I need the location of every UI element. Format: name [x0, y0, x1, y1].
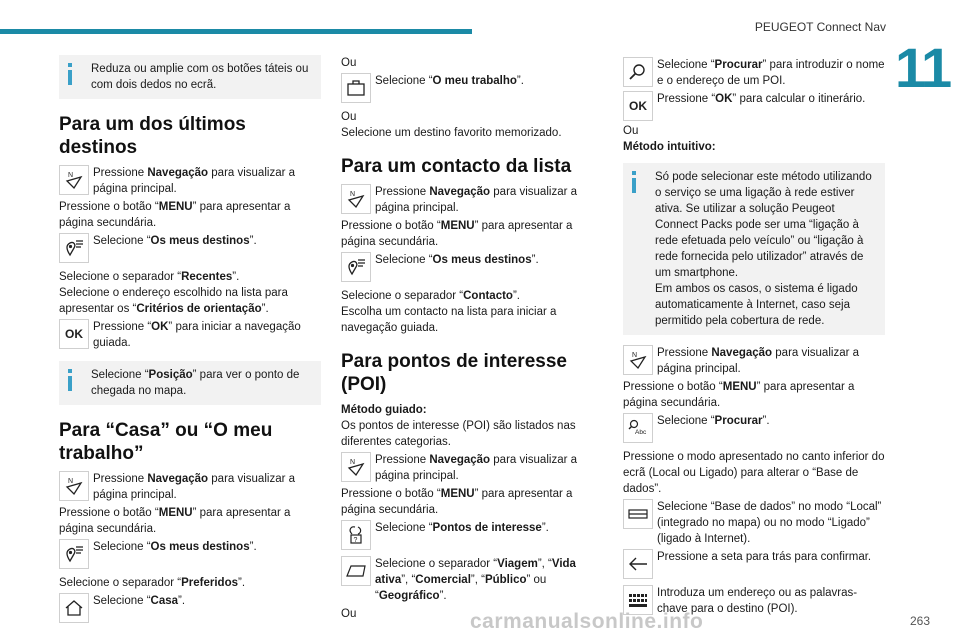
step-navigation: N Pressione Navegação para visualizar a página principal.: [623, 345, 885, 377]
svg-text:N: N: [350, 459, 356, 466]
paragraph: Pressione o botão “MENU” para apresentar a página secundária.: [623, 381, 855, 409]
or-label: Ou: [341, 57, 357, 69]
svg-text:N: N: [350, 191, 356, 198]
paragraph: Pressione o botão “MENU” para apresentar a página secundária.: [341, 220, 573, 248]
destination-pin-icon: [59, 539, 89, 569]
svg-text:Abc: Abc: [635, 429, 647, 436]
step-ok: OK Pressione “OK” para calcular o itinerário.: [623, 91, 885, 121]
step-ok: OK Pressione “OK” para iniciar a navegação guiada.: [59, 319, 321, 351]
step-navigation: N Pressione Navegação para visualizar a página principal.: [59, 165, 321, 197]
destination-pin-icon: [341, 252, 371, 282]
or-label: Ou: [623, 125, 639, 137]
heading-home-work: Para “Casa” ou “O meu trabalho”: [59, 420, 273, 464]
info-icon: [68, 369, 72, 391]
step-my-work: Selecione “O meu trabalho”.: [341, 73, 603, 103]
paragraph: Pressione o modo apresentado no canto inferior do ecrã (Local ou Ligado) para alterar o “Base de dados”.: [623, 451, 885, 495]
watermark: carmanualsonline.info: [470, 610, 704, 633]
navigation-icon: [59, 165, 89, 195]
ok-icon: OK: [623, 91, 653, 121]
step-tabs: Selecione o separador “Viagem”, “Vida ativa”, “Comercial”, “Público” ou “Geográfico”.: [341, 556, 603, 604]
tip-box: [59, 55, 321, 99]
step-search: Abc Selecione “Procurar”.: [623, 413, 885, 443]
step-database: Selecione “Base de dados” no modo “Local” (integrado no mapa) ou no modo “Ligado” (ligado à Internet).: [623, 499, 885, 547]
info-icon: [632, 171, 636, 193]
header-title: PEUGEOT Connect Nav: [754, 20, 886, 34]
tip-text: Reduza ou amplie com os botões táteis ou com dois dedos no ecrã.: [91, 63, 309, 91]
ok-icon: OK: [59, 319, 89, 349]
search-text-icon: [623, 413, 653, 443]
back-arrow-icon: [623, 549, 653, 579]
heading-contact: Para um contacto da lista: [341, 156, 572, 177]
destination-pin-icon: [59, 233, 89, 263]
step-my-destinations: Selecione “Os meus destinos”.: [341, 252, 603, 282]
navigation-icon: [59, 471, 89, 501]
step-my-destinations: Selecione “Os meus destinos”.: [59, 539, 321, 569]
paragraph: Selecione um destino favorito memorizado.: [341, 127, 562, 139]
paragraph: Os pontos de interesse (POI) são listados nas diferentes categorias.: [341, 420, 576, 448]
step-navigation: N Pressione Navegação para visualizar a página principal.: [341, 184, 603, 216]
tip-text: Selecione “Posição” para ver o ponto de chegada no mapa.: [91, 369, 300, 397]
or-label: Ou: [341, 608, 357, 620]
method-label: Método guiado:: [341, 404, 427, 416]
home-icon: [59, 593, 89, 623]
svg-text:N: N: [632, 352, 638, 359]
paragraph: Selecione o separador “Contacto”.: [341, 290, 520, 302]
paragraph: Pressione o botão “MENU” para apresentar a página secundária.: [59, 201, 291, 229]
svg-text:N: N: [68, 172, 74, 179]
step-navigation: N Pressione Navegação para visualizar a página principal.: [341, 452, 603, 484]
step-my-destinations: Selecione “Os meus destinos”.: [59, 233, 321, 263]
column-3: [623, 55, 885, 619]
info-icon: [68, 63, 72, 85]
column-1: [59, 55, 321, 625]
step-navigation: N Pressione Navegação para visualizar a página principal.: [59, 471, 321, 503]
method-label: Método intuitivo:: [623, 141, 716, 153]
heading-poi: Para pontos de interesse (POI): [341, 351, 567, 395]
step-keyboard: Introduza um endereço ou as palavras-chave para o destino (POI).: [623, 585, 885, 617]
tip-text: Em ambos os casos, o sistema é ligado automaticamente à Internet, caso seja permitido pela cobertura de rede.: [655, 283, 858, 327]
column-2: [341, 55, 603, 622]
paragraph: Pressione o botão “MENU” para apresentar a página secundária.: [59, 507, 291, 535]
step-search: Selecione “Procurar” para introduzir o nome e o endereço de um POI.: [623, 57, 885, 89]
navigation-icon: [341, 452, 371, 482]
paragraph: Selecione o separador “Preferidos”.: [59, 577, 246, 589]
step-back: Pressione a seta para trás para confirmar.: [623, 549, 885, 579]
heading-last-destinations: Para um dos últimos destinos: [59, 114, 246, 158]
svg-text:N: N: [68, 478, 74, 485]
search-icon: [623, 57, 653, 87]
navigation-icon: [341, 184, 371, 214]
tip-box: [623, 163, 885, 335]
page-number: 263: [910, 614, 931, 628]
poi-question-icon: [341, 520, 371, 550]
step-home: Selecione “Casa”.: [59, 593, 321, 623]
svg-text:?: ?: [353, 537, 358, 544]
database-toggle-icon: [623, 499, 653, 529]
step-poi: ? Selecione “Pontos de interesse”.: [341, 520, 603, 550]
tab-selector-icon: [341, 556, 371, 586]
navigation-icon: [623, 345, 653, 375]
tip-box: [59, 361, 321, 405]
paragraph: Escolha um contacto na lista para iniciar a navegação guiada.: [341, 306, 557, 334]
or-label: Ou: [341, 111, 357, 123]
chapter-number: 11: [895, 36, 951, 99]
paragraph: Pressione o botão “MENU” para apresentar a página secundária.: [341, 488, 573, 516]
header-rule: [0, 29, 472, 34]
paragraph: Selecione o endereço escolhido na lista para apresentar os “Critérios de orientação”.: [59, 287, 288, 315]
tip-text: Só pode selecionar este método utilizando o serviço se uma ligação à rede estiver ativa. Se utilizar a solução Peugeot Connect Packs pode ser uma “ligação à rede efetuada pelo veículo” ou “ligação à rede fornecida pelo utilizador” através de um smartphone.: [655, 171, 872, 279]
paragraph: Selecione o separador “Recentes”.: [59, 271, 240, 283]
briefcase-icon: [341, 73, 371, 103]
